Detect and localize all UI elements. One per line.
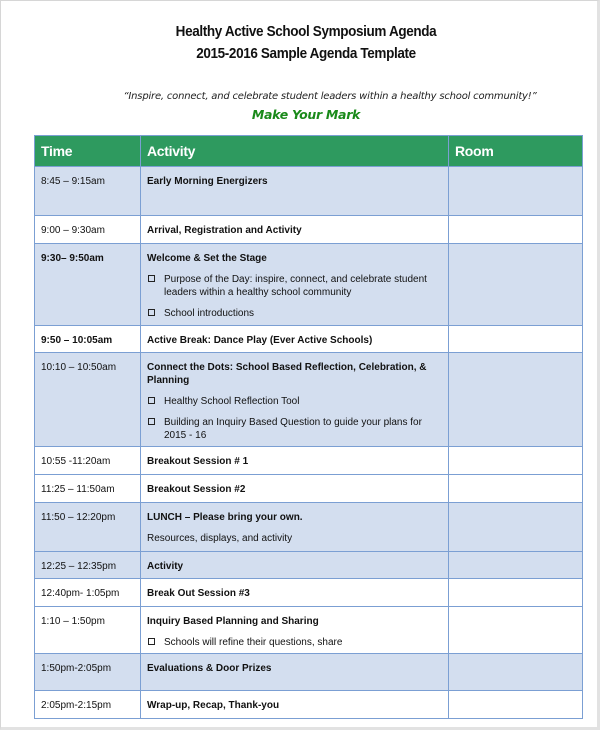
time-cell: 12:25 – 12:35pm [35, 552, 141, 579]
time-cell: 11:25 – 11:50am [35, 475, 141, 503]
activity-sub-item [147, 636, 442, 649]
table-row [35, 579, 583, 607]
square-icon [148, 275, 155, 282]
header-time: Time [35, 136, 141, 167]
activity-sub-item [147, 416, 442, 442]
activity-cell [141, 447, 449, 475]
time-cell: 2:05pm-2:15pm [35, 691, 141, 719]
table-row [35, 353, 583, 447]
activity-cell [141, 167, 449, 216]
table-row [35, 503, 583, 552]
activity-cell [141, 326, 449, 353]
square-icon [148, 309, 155, 316]
room-cell[interactable] [449, 447, 583, 475]
activity-title: Breakout Session #2 [147, 484, 246, 495]
room-cell[interactable] [449, 503, 583, 552]
room-cell[interactable] [449, 607, 583, 654]
table-header-row [35, 136, 583, 167]
activity-sub-item [147, 273, 442, 299]
sub-item-text: Purpose of the Day: inspire, connect, and celebrate student leaders within a healthy school community [164, 274, 427, 298]
table-row [35, 607, 583, 654]
activity-title: Connect the Dots: School Based Reflection, Celebration, & Planning [147, 362, 427, 386]
activity-title: Early Morning Energizers [147, 176, 268, 187]
activity-cell [141, 475, 449, 503]
activity-cell [141, 579, 449, 607]
time-cell: 10:55 -11:20am [35, 447, 141, 475]
activity-title: Arrival, Registration and Activity [147, 225, 302, 236]
activity-title: Breakout Session # 1 [147, 456, 249, 467]
time-cell: 10:10 – 10:50am [35, 353, 141, 447]
table-row [35, 244, 583, 326]
activity-title: Break Out Session #3 [147, 588, 250, 599]
activity-cell [141, 691, 449, 719]
activity-sub-item [147, 307, 442, 320]
table-row [35, 447, 583, 475]
table-row [35, 475, 583, 503]
room-cell[interactable] [449, 167, 583, 216]
room-cell[interactable] [449, 552, 583, 579]
activity-title: Evaluations & Door Prizes [147, 663, 272, 674]
header-room: Room [449, 136, 583, 167]
document-subtitle: 2015-2016 Sample Agenda Template [196, 45, 416, 62]
activity-title: Welcome & Set the Stage [147, 253, 267, 264]
time-cell: 12:40pm- 1:05pm [35, 579, 141, 607]
time-cell: 8:45 – 9:15am [35, 167, 141, 216]
room-cell[interactable] [449, 475, 583, 503]
square-icon [148, 418, 155, 425]
mission-quote: “Inspire, connect, and celebrate student leaders within a healthy school community!” [123, 91, 537, 102]
header-activity: Activity [141, 136, 449, 167]
time-cell: 11:50 – 12:20pm [35, 503, 141, 552]
agenda-body [35, 167, 583, 719]
room-cell[interactable] [449, 579, 583, 607]
checkbox-bullet-icon [147, 307, 164, 320]
room-cell[interactable] [449, 353, 583, 447]
activity-cell [141, 216, 449, 244]
agenda-table [34, 135, 583, 719]
table-row [35, 216, 583, 244]
square-icon [148, 638, 155, 645]
table-row [35, 326, 583, 353]
checkbox-bullet-icon [147, 273, 164, 286]
room-cell[interactable] [449, 244, 583, 326]
square-icon [148, 397, 155, 404]
table-row [35, 654, 583, 691]
tagline: Make Your Mark [251, 107, 361, 122]
activity-cell [141, 607, 449, 654]
document-title: Healthy Active School Symposium Agenda [175, 23, 437, 40]
activity-cell [141, 552, 449, 579]
sub-item-text: Schools will refine their questions, share [164, 637, 343, 648]
time-cell: 9:50 – 10:05am [35, 326, 141, 353]
activity-title: Active Break: Dance Play (Ever Active Schools) [147, 335, 373, 346]
sub-item-text: School introductions [164, 308, 255, 319]
activity-title: Activity [147, 561, 184, 572]
checkbox-bullet-icon [147, 416, 164, 429]
activity-sub-item [147, 395, 442, 408]
room-cell[interactable] [449, 326, 583, 353]
activity-cell [141, 244, 449, 326]
checkbox-bullet-icon [147, 395, 164, 408]
activity-title: Wrap-up, Recap, Thank-you [147, 700, 280, 711]
time-cell: 9:30– 9:50am [35, 244, 141, 326]
room-cell[interactable] [449, 654, 583, 691]
table-row [35, 552, 583, 579]
time-cell: 1:50pm-2:05pm [35, 654, 141, 691]
room-cell[interactable] [449, 216, 583, 244]
activity-note: Resources, displays, and activity [147, 533, 293, 544]
activity-cell [141, 654, 449, 691]
sub-item-text: Building an Inquiry Based Question to guide your plans for 2015 - 16 [164, 417, 422, 441]
room-cell[interactable] [449, 691, 583, 719]
table-row [35, 691, 583, 719]
time-cell: 1:10 – 1:50pm [35, 607, 141, 654]
activity-title: Inquiry Based Planning and Sharing [147, 616, 319, 627]
checkbox-bullet-icon [147, 636, 164, 649]
time-cell: 9:00 – 9:30am [35, 216, 141, 244]
activity-cell [141, 353, 449, 447]
activity-cell [141, 503, 449, 552]
activity-title: LUNCH – Please bring your own. [147, 512, 303, 523]
sub-item-text: Healthy School Reflection Tool [164, 396, 300, 407]
table-row [35, 167, 583, 216]
